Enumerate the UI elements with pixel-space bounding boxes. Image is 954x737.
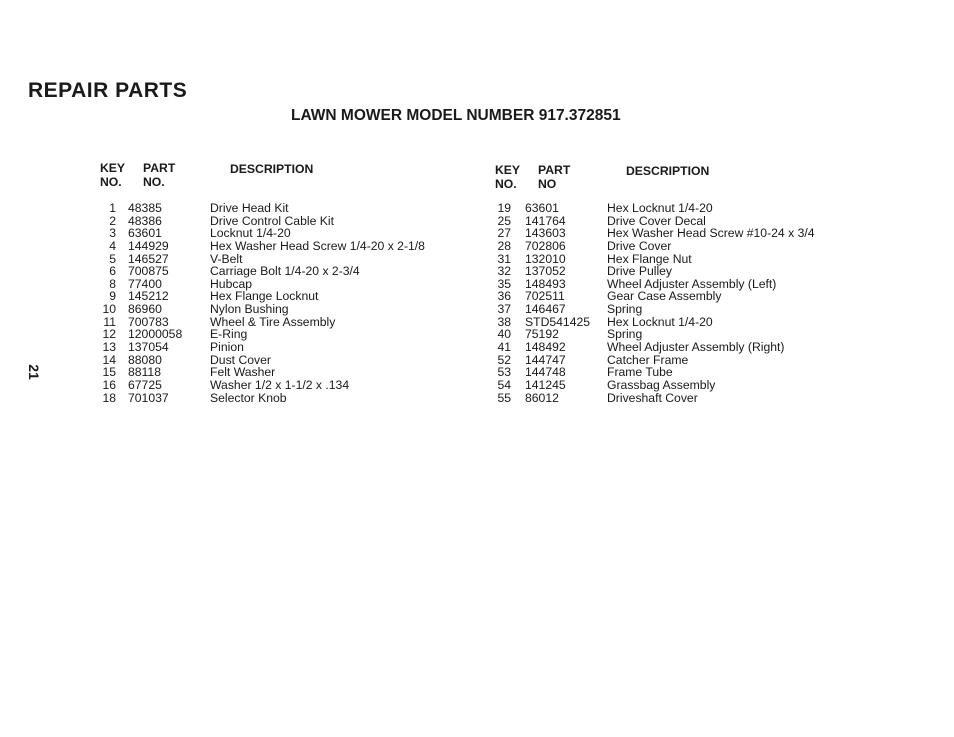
part-number: 48385 xyxy=(128,201,162,215)
part-no-header-line2: NO. xyxy=(143,175,165,189)
part-description: Hex Washer Head Screw #10-24 x 3/4 xyxy=(607,226,815,241)
part-description: E-Ring xyxy=(210,327,248,342)
part-number: 143603 xyxy=(525,226,566,241)
part-number: 12000058 xyxy=(128,327,183,342)
part-description: V-Belt xyxy=(210,251,243,266)
part-description: Locknut 1/4-20 xyxy=(210,226,291,241)
part-no-header: PART xyxy=(538,163,571,177)
key-no-header: KEY xyxy=(495,163,521,177)
key-number: 36 xyxy=(497,289,511,304)
key-number: 11 xyxy=(103,314,116,329)
key-number: 25 xyxy=(497,213,511,228)
key-number: 6 xyxy=(109,264,116,279)
part-number: 77400 xyxy=(128,276,162,291)
key-number: 12 xyxy=(102,327,116,342)
part-description: Nylon Bushing xyxy=(210,302,289,317)
part-description: Felt Washer xyxy=(210,365,276,380)
key-number: 52 xyxy=(497,352,511,367)
key-number: 5 xyxy=(109,251,116,266)
key-number: 9 xyxy=(109,289,116,304)
key-number: 3 xyxy=(109,226,116,241)
part-description: Hex Locknut 1/4-20 xyxy=(607,314,713,329)
part-number: 132010 xyxy=(525,251,566,266)
key-number: 38 xyxy=(497,314,511,329)
part-number: 137052 xyxy=(525,264,566,279)
key-number: 55 xyxy=(497,390,511,405)
part-no-header-line2: NO xyxy=(538,177,557,191)
part-description: Grassbag Assembly xyxy=(607,377,716,392)
part-number: 700783 xyxy=(128,314,169,329)
key-number: 1 xyxy=(109,201,116,215)
key-number: 2 xyxy=(109,213,116,228)
part-number: 144747 xyxy=(525,352,566,367)
part-number: 148492 xyxy=(525,340,566,355)
model-number-heading: LAWN MOWER MODEL NUMBER 917.372851 xyxy=(291,107,621,124)
part-number: 702806 xyxy=(525,238,566,253)
key-number: 41 xyxy=(497,340,511,355)
part-number: 700875 xyxy=(128,264,169,279)
part-number: 137054 xyxy=(128,340,169,355)
part-description: Pinion xyxy=(210,340,244,355)
part-description: Hex Locknut 1/4-20 xyxy=(607,201,713,215)
part-description: Hex Flange Nut xyxy=(607,251,692,266)
part-description: Selector Knob xyxy=(210,390,287,405)
part-number: 702511 xyxy=(525,289,565,304)
key-number: 8 xyxy=(109,276,116,291)
key-number: 13 xyxy=(102,340,116,355)
part-number: 701037 xyxy=(128,390,169,405)
page-heading: REPAIR PARTS xyxy=(28,79,188,102)
key-no-header: KEY xyxy=(100,161,126,175)
key-number: 27 xyxy=(497,226,511,241)
part-description: Wheel Adjuster Assembly (Left) xyxy=(607,276,777,291)
key-number: 10 xyxy=(102,302,116,317)
key-number: 31 xyxy=(497,251,511,266)
key-number: 37 xyxy=(497,302,511,317)
part-description: Catcher Frame xyxy=(607,352,689,367)
part-description: Drive Cover xyxy=(607,238,672,253)
part-number: 86012 xyxy=(525,390,559,405)
key-number: 32 xyxy=(497,264,511,279)
part-number: 88118 xyxy=(128,365,161,380)
part-description: Drive Cover Decal xyxy=(607,213,706,228)
part-number: 63601 xyxy=(525,201,559,215)
part-number: 145212 xyxy=(128,289,169,304)
key-number: 19 xyxy=(497,201,511,215)
part-number: 146467 xyxy=(525,302,566,317)
part-number: 48386 xyxy=(128,213,162,228)
part-number: 67725 xyxy=(128,377,162,392)
part-description: Drive Pulley xyxy=(607,264,673,279)
part-number: 88080 xyxy=(128,352,162,367)
key-number: 35 xyxy=(497,276,511,291)
part-description: Frame Tube xyxy=(607,365,673,380)
page-number: 21 xyxy=(25,364,42,380)
key-number: 14 xyxy=(102,352,116,367)
key-number: 28 xyxy=(497,238,511,253)
part-number: 63601 xyxy=(128,226,162,241)
key-number: 15 xyxy=(102,365,116,380)
part-description: Hubcap xyxy=(210,276,253,291)
part-description: Spring xyxy=(607,302,643,317)
key-number: 16 xyxy=(102,377,116,392)
part-description: Driveshaft Cover xyxy=(607,390,698,405)
part-description: Carriage Bolt 1/4-20 x 2-3/4 xyxy=(210,264,360,279)
key-number: 54 xyxy=(497,377,511,392)
part-description: Gear Case Assembly xyxy=(607,289,722,304)
part-number: STD541425 xyxy=(525,314,591,329)
part-number: 144929 xyxy=(128,238,169,253)
part-number: 148493 xyxy=(525,276,566,291)
key-number: 40 xyxy=(497,327,511,342)
part-description: Drive Control Cable Kit xyxy=(210,213,334,228)
part-number: 146527 xyxy=(128,251,169,266)
description-header: DESCRIPTION xyxy=(230,162,314,176)
part-no-header: PART xyxy=(143,161,176,175)
description-header: DESCRIPTION xyxy=(626,164,710,178)
key-no-header-line2: NO. xyxy=(100,175,122,189)
part-description: Dust Cover xyxy=(210,352,271,367)
key-no-header-line2: NO. xyxy=(495,177,517,191)
key-number: 4 xyxy=(109,238,116,253)
part-number: 86960 xyxy=(128,302,162,317)
part-description: Hex Flange Locknut xyxy=(210,289,319,304)
part-description: Wheel Adjuster Assembly (Right) xyxy=(607,340,785,355)
key-number: 53 xyxy=(497,365,511,380)
part-number: 75192 xyxy=(525,327,559,342)
part-description: Spring xyxy=(607,327,643,342)
part-number: 144748 xyxy=(525,365,566,380)
part-number: 141764 xyxy=(525,213,566,228)
part-description: Drive Head Kit xyxy=(210,201,289,215)
part-description: Wheel & Tire Assembly xyxy=(210,314,336,329)
key-number: 18 xyxy=(102,390,116,405)
part-description: Hex Washer Head Screw 1/4-20 x 2-1/8 xyxy=(210,238,425,253)
part-number: 141245 xyxy=(525,377,566,392)
part-description: Washer 1/2 x 1-1/2 x .134 xyxy=(210,377,350,392)
